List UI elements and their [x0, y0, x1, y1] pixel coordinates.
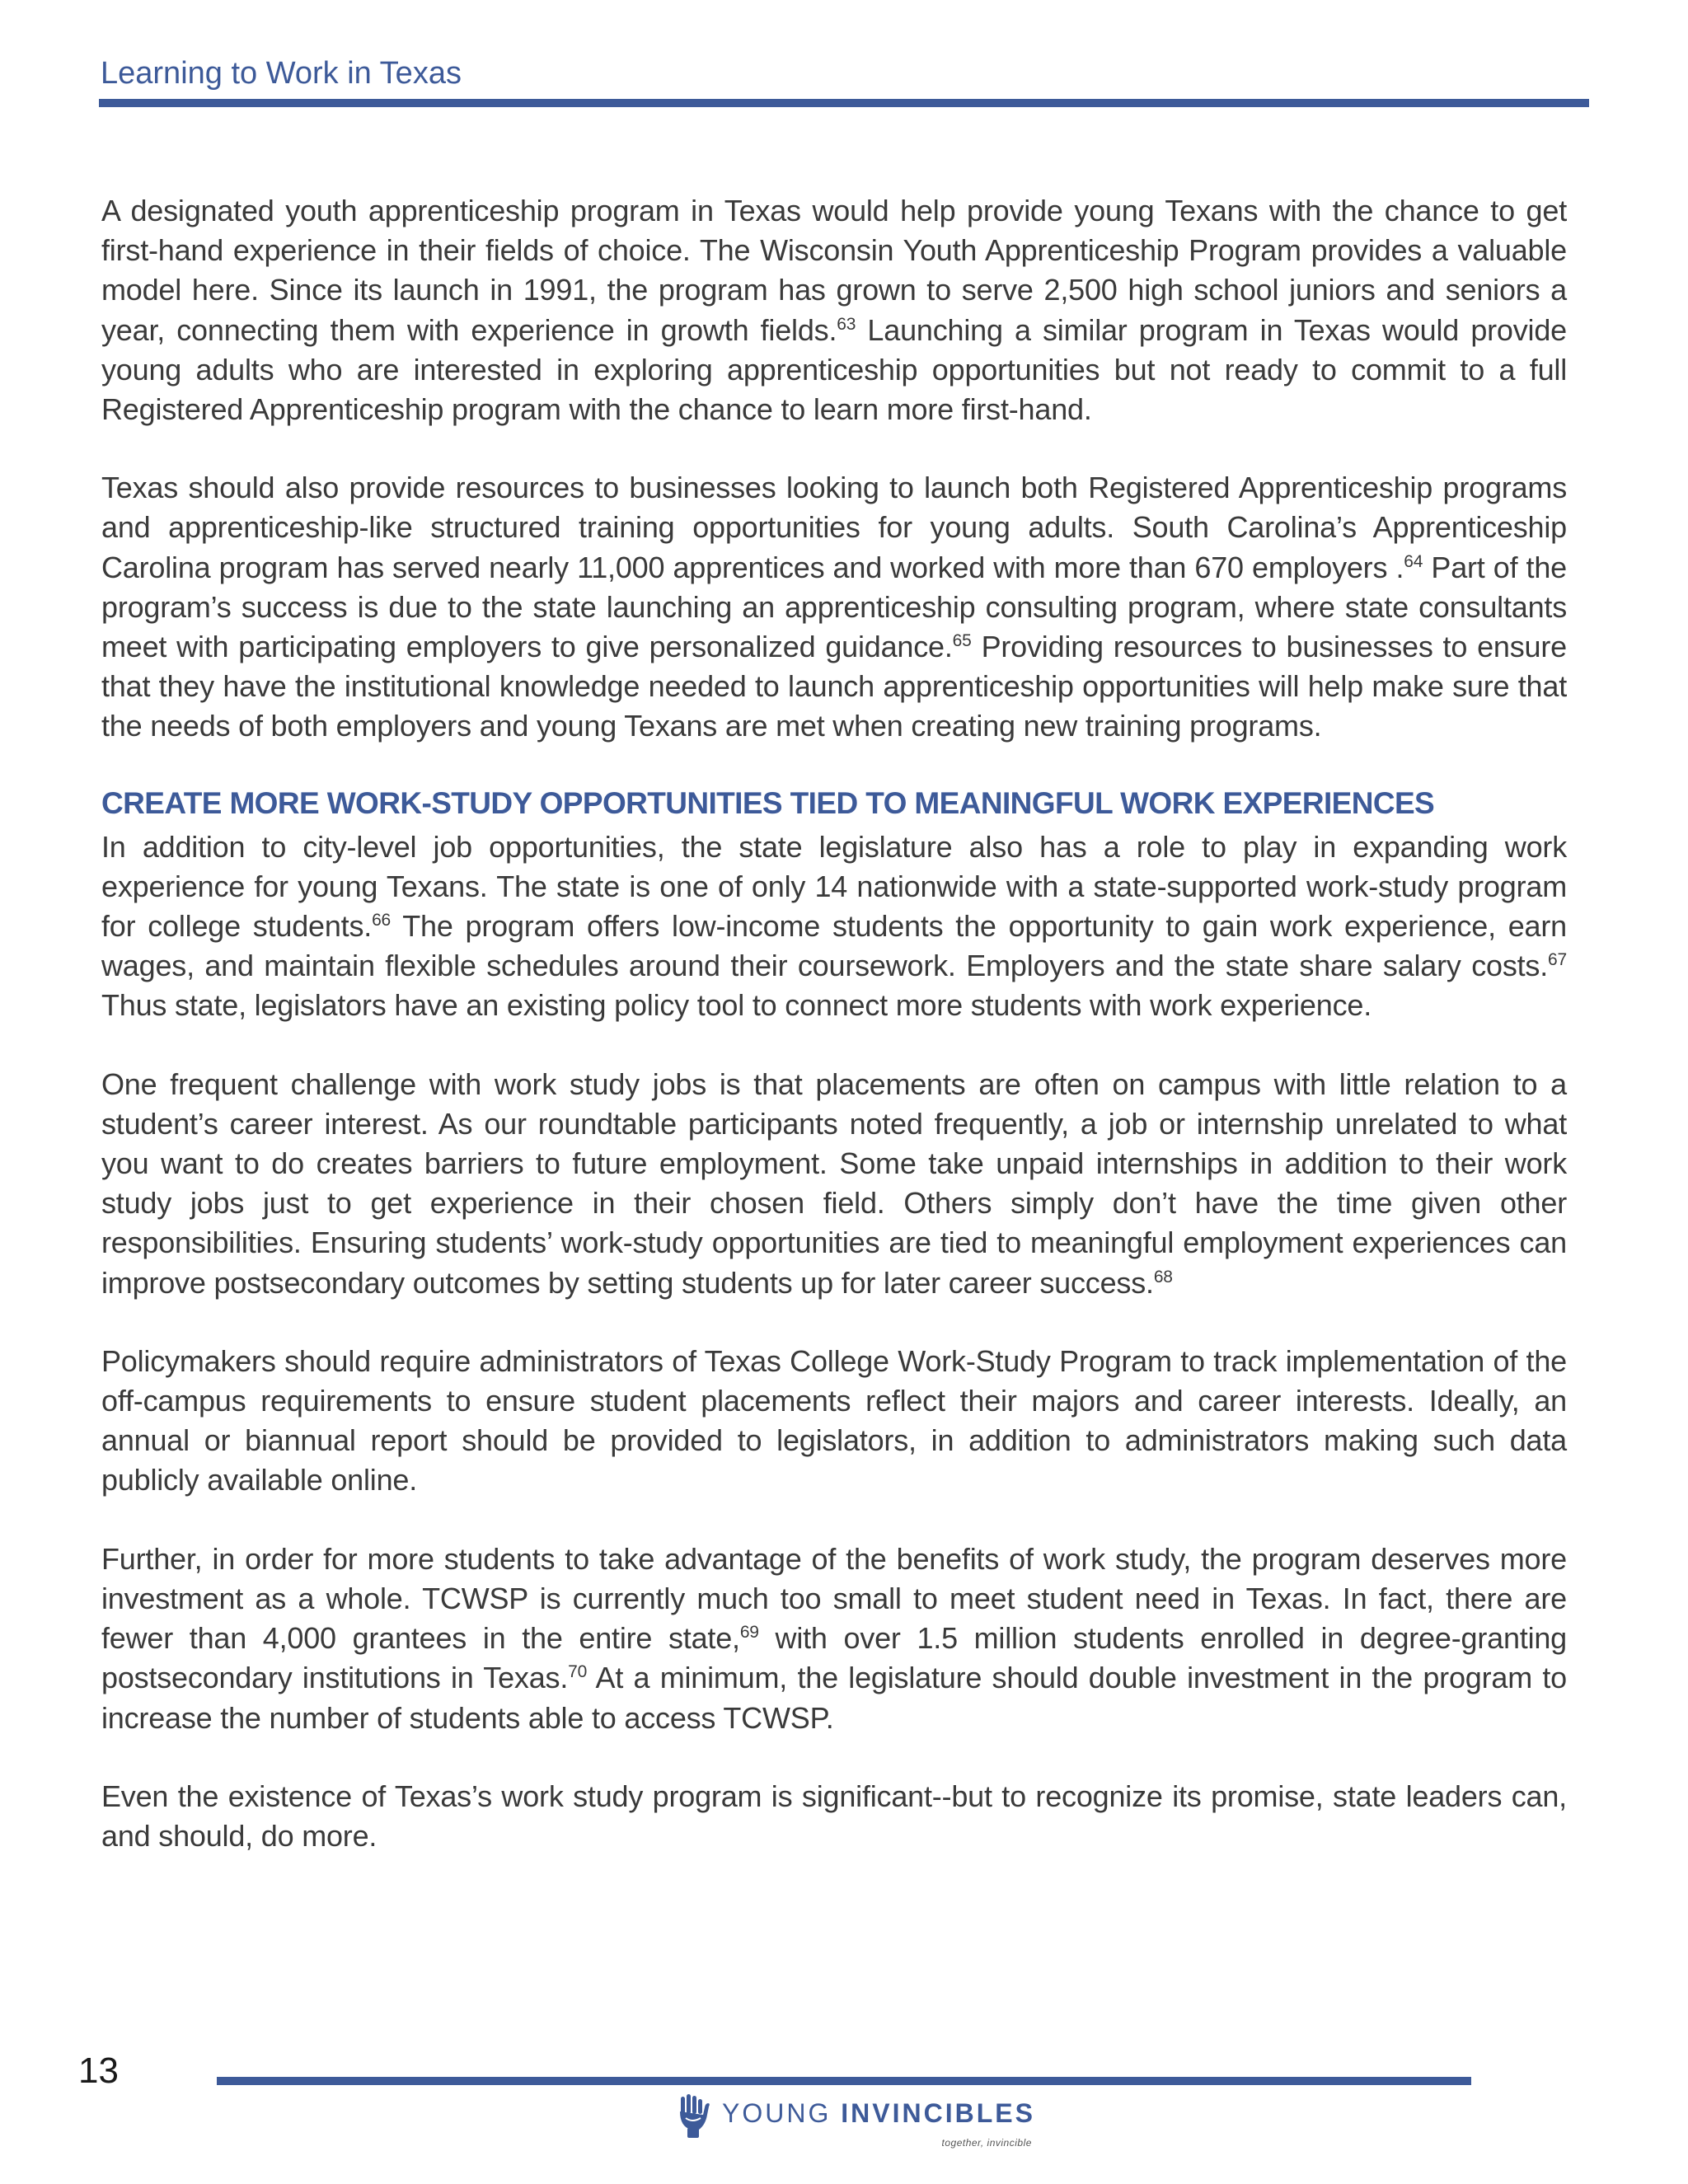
paragraph-text: The program offers low-income students the opportunity to gain work experience, earn wages, and maintain flexible schedules around their coursework. Employers and the state share salary costs. — [101, 909, 1567, 983]
young-invincibles-logo — [678, 2093, 1035, 2149]
footnote-ref: 67 — [1548, 950, 1567, 970]
page-number: 13 — [78, 2050, 119, 2091]
header-rule — [99, 99, 1589, 107]
paragraph-text: Thus state, legislators have an existing policy tool to connect more students with work experience. — [101, 988, 1372, 1023]
body-paragraph — [101, 827, 1567, 1026]
body-paragraph — [101, 191, 1567, 429]
paragraph-text: Providing resources to businesses to ensure that they have the institutional knowledge needed to launch apprenticeship opportunities will help make sure that the needs of both employers and young Texans are met when creating new training programs. — [101, 630, 1567, 743]
paragraph-text: Part of the program’s success is due to the state launching an apprenticeship consulting program, where state consultants meet with participating employers to give personalized guidance. — [101, 550, 1567, 664]
logo-tagline: together, invincible — [941, 2137, 1032, 2149]
logo-wordmark — [722, 2098, 1035, 2149]
footnote-ref: 69 — [739, 1623, 759, 1643]
hands-logo-icon — [678, 2093, 714, 2138]
paragraph-text: At a minimum, the legislature should double investment in the program to increase the number of students able to access TCWSP. — [101, 1661, 1567, 1735]
body-paragraph — [101, 468, 1567, 746]
paragraph-text: Texas should also provide resources to businesses looking to launch both Registered Apprenticeship programs and apprenticeship-like structured training opportunities for young adults. South Carolina’s Apprenticeship Carolina program has served nearly 11,000 apprentices and worked with more than 670 employers . — [101, 471, 1567, 584]
paragraph-text: with over 1.5 million students enrolled in degree-granting postsecondary institutions in Texas. — [101, 1621, 1568, 1695]
paragraph-text: One frequent challenge with work study jobs is that placements are often on campus with little relation to a student’s career interest. As our roundtable participants noted frequently, a job or internship unrelated to what you want to do creates barriers to future employment. Some take unpaid internships in addition to their work study jobs just to get experience in their chosen field. Others simply don’t have the time given other responsibilities. Ensuring students’ work-study opportunities are tied to meaningful employment experiences can improve postsecondary outcomes by setting students up for later career success. — [101, 1066, 1567, 1300]
section-heading: CREATE MORE WORK-STUDY OPPORTUNITIES TIED TO MEANINGFUL WORK EXPERIENCES — [101, 785, 1435, 820]
body-paragraph — [101, 1342, 1567, 1501]
footnote-ref: 68 — [1153, 1267, 1173, 1286]
paragraph-text: In addition to city-level job opportunities, the state legislature also has a role to play in expanding work experience for young Texans. The state is one of only 14 nationwide with a state-supported work-study program for college students. — [101, 829, 1567, 944]
body-content — [101, 191, 1567, 1895]
footnote-ref: 66 — [372, 911, 392, 930]
paragraph-text: Further, in order for more students to take advantage of the benefits of work study, the program deserves more investment as a whole. TCWSP is currently much too small to meet student need in Texas. In fact, there are fewer than 4,000 grantees in the entire state, — [101, 1541, 1567, 1656]
paragraph-text: Even the existence of Texas’s work study program is significant--but to recognize its promise, state leaders can, and should, do more. — [101, 1779, 1567, 1853]
body-paragraph — [101, 1777, 1567, 1856]
running-header-title: Learning to Work in Texas — [101, 56, 462, 91]
paragraph-text: Policymakers should require administrators of Texas College Work-Study Program to track implementation of the off-campus requirements to ensure student placements reflect their majors and career interests. Ideally, an annual or biannual report should be provided to legislators, in addition to administrators making such data publicly available online. — [101, 1343, 1567, 1497]
footer-rule — [217, 2077, 1471, 2085]
body-paragraph — [101, 1540, 1567, 1738]
paragraph-text: A designated youth apprenticeship program in Texas would help provide young Texans with the chance to get first-hand experience in their fields of choice. The Wisconsin Youth Apprenticeship Program provides a valuable model here. Since its launch in 1991, the program has grown to serve 2,500 high school juniors and seniors a year, connecting them with experience in growth fields. — [101, 194, 1567, 347]
body-paragraph — [101, 1065, 1567, 1303]
footnote-ref: 70 — [568, 1662, 588, 1682]
logo-word-young: YOUNG — [722, 2098, 832, 2128]
footnote-ref: 64 — [1404, 551, 1423, 571]
footnote-ref: 63 — [837, 314, 856, 334]
logo-word-invincibles: INVINCIBLES — [841, 2098, 1035, 2128]
footnote-ref: 65 — [952, 631, 972, 651]
paragraph-text: Launching a similar program in Texas would provide young adults who are interested in exploring apprenticeship opportunities but not ready to commit to a full Registered Apprenticeship program with the chance to learn more first-hand. — [101, 312, 1567, 427]
